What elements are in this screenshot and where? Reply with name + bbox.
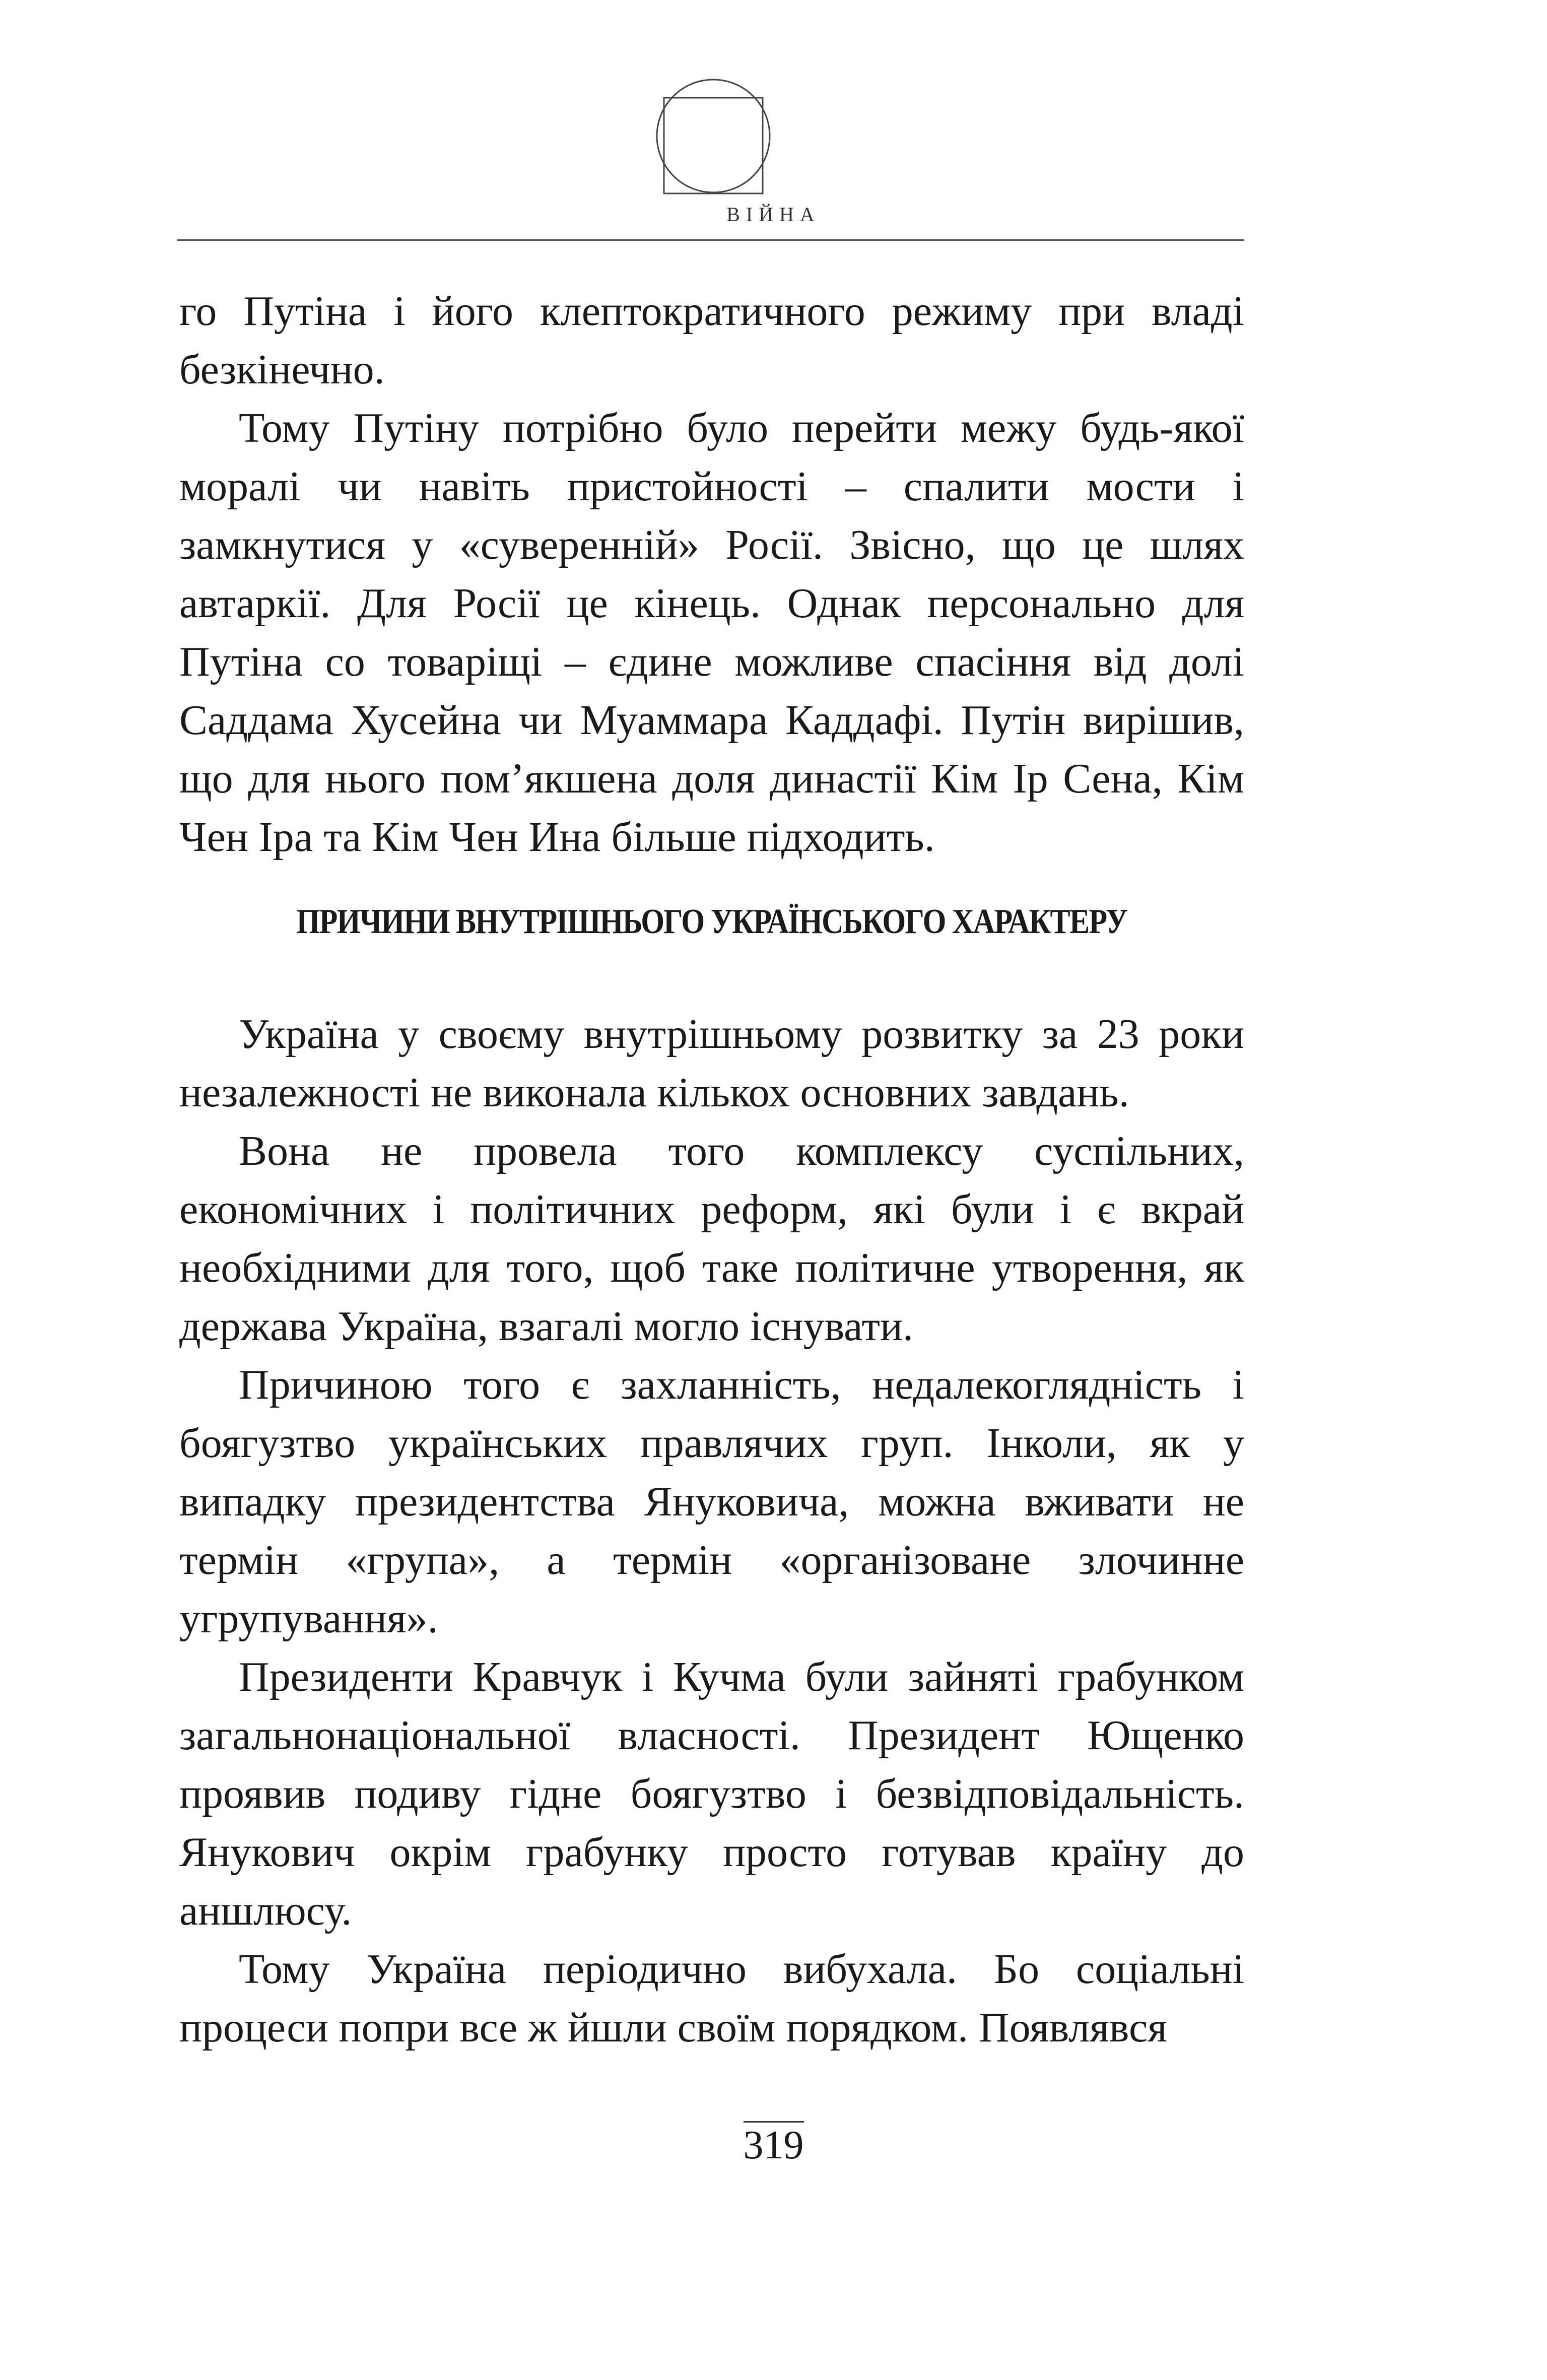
paragraph: го Путіна і його клептократичного режиму при владі безкінечно. <box>179 288 1244 393</box>
header-divider <box>177 239 1244 241</box>
paragraph: Тому Україна періодично вибухала. Бо соціальні процеси попри все ж йшли своїм порядком. Появлявся <box>179 1946 1244 2051</box>
circle-square-emblem-icon <box>653 76 774 196</box>
body-text-bottom <box>179 1005 1244 2057</box>
section-heading: ПРИЧИНИ ВНУТРІШНЬОГО УКРАЇНСЬКОГО ХАРАКТЕРУ <box>296 902 1127 941</box>
body-text-top <box>179 282 1244 867</box>
paragraph: Тому Путіну потрібно було перейти межу будь-якої моралі чи навіть пристойності – спалити мости і замкнутися у «суверенній» Росії. Звісно, що це шлях автаркії. Для Росії це кінець. Однак персонально для Путіна со товаріщі – єдине можливе спасіння від долі Саддама Хусейна чи Муаммара Каддафі. Путін вирішив, що для нього пом’якшена доля династії Кім Ір Сена, Кім Чен Іра та Кім Чен Ина більше підходить. <box>179 405 1244 861</box>
paragraph: Україна у своєму внутрішньому розвитку за 23 роки незалежності не виконала кількох основних завдань. <box>179 1011 1244 1116</box>
paragraph: Причиною того є захланність, недалекоглядність і боягузтво українських правлячих груп. Інколи, як у випадку президентства Януковича, можна вживати не термін «група», а термін «організоване злочинне угрупування». <box>179 1361 1244 1642</box>
page-number <box>0 2121 1547 2168</box>
paragraph: Президенти Кравчук і Кучма були зайняті грабунком загальнонаціональної власності. Президент Ющенко проявив подиву гідне боягузтво і безвідповідальність. Янукович окрім грабунку просто готував країну до аншлюсу. <box>179 1654 1244 1934</box>
running-head-title: ВІЙНА <box>726 203 821 226</box>
paragraph: Вона не провела того комплексу суспільних, економічних і політичних реформ, які були і є вкрай необхідними для того, щоб таке політичне утворення, як держава Україна, взагалі могло існувати. <box>179 1128 1244 1350</box>
page-number-value: 319 <box>744 2121 804 2168</box>
